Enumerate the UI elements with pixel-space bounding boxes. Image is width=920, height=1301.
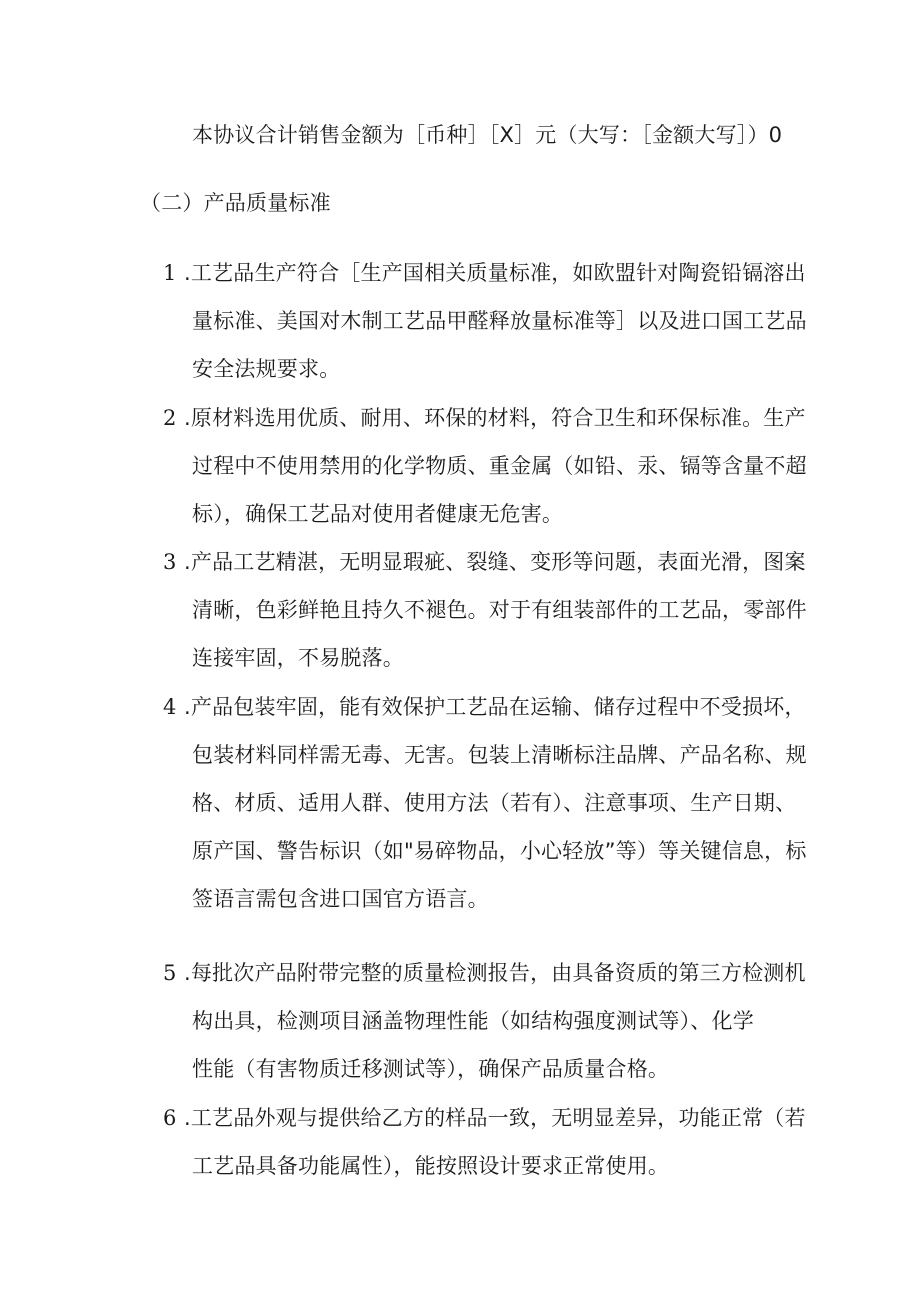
item-number: 6 — [163, 1106, 177, 1130]
item-text-line: 工艺品具备功能属性），能按照设计要求正常使用。 — [192, 1154, 670, 1178]
item-text-line: 原产国、警告标识（如"易碎物品，小心轻放”等）等关键信息，标 — [192, 839, 807, 863]
item-text-line: 签语言需包含进口国官方语言。 — [192, 887, 489, 911]
item-text-line: 连接牢固，不易脱落。 — [192, 646, 404, 670]
item-number: 1 — [163, 261, 177, 285]
item-text-line: 包装材料同样需无毒、无害。包装上清晰标注品牌、产品名称、规 — [192, 743, 807, 767]
item-text-line: 标），确保工艺品对使用者健康无危害。 — [192, 502, 564, 526]
item-text-line: .工艺品生产符合［生产国相关质量标准，如欧盟针对陶瓷铅镉溶出 — [184, 261, 806, 285]
item-text-line: .工艺品外观与提供给乙方的样品一致，无明显差异，功能正常（若 — [184, 1106, 806, 1130]
item-number: 5 — [163, 961, 177, 985]
item-number: 3 — [163, 550, 177, 574]
item-text-line: 格、材质、适用人群、使用方法（若有）、注意事项、生产日期、 — [192, 791, 797, 815]
item-text-line: 清晰，色彩鲜艳且持久不褪色。对于有组装部件的工艺品，零部件 — [192, 598, 807, 622]
item-text-line: 构出具，检测项目涵盖物理性能（如结构强度测试等）、化学 — [192, 1009, 754, 1033]
item-text-line: 安全法规要求。 — [192, 357, 341, 381]
item-text-line: .每批次产品附带完整的质量检测报告，由具备资质的第三方检测机 — [184, 961, 806, 985]
item-text-line: 性能（有害物质迁移测试等），确保产品质量合格。 — [192, 1057, 670, 1081]
item-text-line: 量标准、美国对木制工艺品甲醛释放量标准等］以及进口国工艺品 — [192, 309, 807, 333]
item-text-line: 过程中不使用禁用的化学物质、重金属（如铅、汞、镉等含量不超 — [192, 454, 807, 478]
section-heading: （二）产品质量标准 — [140, 191, 331, 215]
item-number: 4 — [163, 695, 177, 719]
item-text-line: .产品工艺精湛，无明显瑕疵、裂缝、变形等问题，表面光滑，图案 — [184, 550, 806, 574]
item-number: 2 — [163, 406, 177, 430]
item-text-line: .原材料选用优质、耐用、环保的材料，符合卫生和环保标准。生产 — [184, 406, 806, 430]
amount-line: 本协议合计销售金额为［币种］［X］元（大写：［金额大写］）0 — [192, 123, 783, 147]
item-text-line: .产品包装牢固，能有效保护工艺品在运输、储存过程中不受损坏， — [184, 695, 806, 719]
